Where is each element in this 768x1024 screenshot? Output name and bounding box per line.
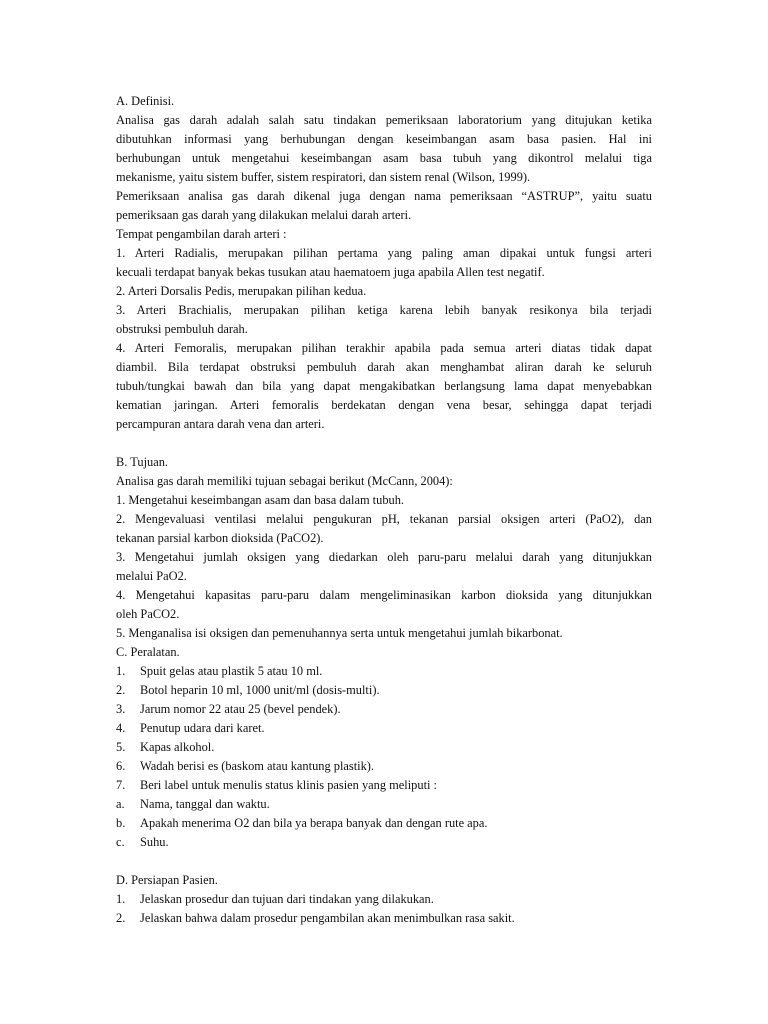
list-text: Botol heparin 10 ml, 1000 unit/ml (dosis-multi). bbox=[140, 683, 380, 697]
spacer bbox=[116, 852, 652, 871]
list-text: Nama, tanggal dan waktu. bbox=[140, 797, 270, 811]
equipment-item bbox=[116, 776, 652, 795]
list-text: Jelaskan bahwa dalam prosedur pengambilan akan menimbulkan rasa sakit. bbox=[140, 911, 515, 925]
section-d-heading: D. Persiapan Pasien. bbox=[116, 873, 218, 887]
section-a-heading: A. Definisi. bbox=[116, 94, 175, 108]
list-letter: b. bbox=[116, 816, 126, 830]
list-text: Jarum nomor 22 atau 25 (bevel pendek). bbox=[140, 702, 341, 716]
label-subitem bbox=[116, 833, 652, 852]
site-item-femoralis-cont: diambil. Bila terdapat obstruksi pembuluh darah akan menghambat aliran darah ke seluruh bbox=[116, 360, 652, 374]
list-text: Penutup udara dari karet. bbox=[140, 721, 265, 735]
site-item-dorsalis: 2. Arteri Dorsalis Pedis, merupakan pilihan kedua. bbox=[116, 284, 367, 298]
preparation-item bbox=[116, 890, 652, 909]
section-c-heading: C. Peralatan. bbox=[116, 645, 180, 659]
purpose-item-cont: oleh PaCO2. bbox=[116, 607, 180, 621]
site-item-brachialis-cont: obstruksi pembuluh darah. bbox=[116, 322, 248, 336]
section-b-heading: B. Tujuan. bbox=[116, 455, 168, 469]
site-item-femoralis-cont: percampuran antara darah vena dan arteri. bbox=[116, 417, 325, 431]
list-text: Apakah menerima O2 dan bila ya berapa banyak dan dengan rute apa. bbox=[140, 816, 488, 830]
definition-line: mekanisme, yaitu sistem buffer, sistem respiratori, dan sistem renal (Wilson, 1999). bbox=[116, 170, 531, 184]
list-text: Wadah berisi es (baskom atau kantung plastik). bbox=[140, 759, 375, 773]
site-item-femoralis: 4. Arteri Femoralis, merupakan pilihan terakhir apabila pada semua arteri diatas tidak dapat bbox=[116, 341, 652, 355]
equipment-item bbox=[116, 681, 652, 700]
list-letter: a. bbox=[116, 797, 125, 811]
definition-line: Analisa gas darah adalah salah satu tindakan pemeriksaan laboratorium yang ditujukan ketika bbox=[116, 113, 652, 127]
list-number: 2. bbox=[116, 683, 126, 697]
equipment-item bbox=[116, 738, 652, 757]
purpose-item-cont: melalui PaO2. bbox=[116, 569, 187, 583]
label-subitem bbox=[116, 795, 652, 814]
definition-line: berhubungan untuk mengetahui keseimbangan asam basa tubuh yang dikontrol melalui tiga bbox=[116, 151, 652, 165]
astrup-line: pemeriksaan gas darah yang dilakukan melalui darah arteri. bbox=[116, 208, 412, 222]
list-number: 1. bbox=[116, 664, 126, 678]
equipment-item bbox=[116, 700, 652, 719]
purpose-item: 2. Mengevaluasi ventilasi melalui pengukuran pH, tekanan parsial oksigen arteri (PaO2), dan bbox=[116, 512, 652, 526]
site-item-radialis-cont: kecuali terdapat banyak bekas tusukan atau haematoem juga apabila Allen test negatif. bbox=[116, 265, 545, 279]
list-text: Spuit gelas atau plastik 5 atau 10 ml. bbox=[140, 664, 323, 678]
purpose-item: 3. Mengetahui jumlah oksigen yang diedarkan oleh paru-paru melalui darah yang ditunjukkan bbox=[116, 550, 652, 564]
list-text: Jelaskan prosedur dan tujuan dari tindakan yang dilakukan. bbox=[140, 892, 434, 906]
list-text: Suhu. bbox=[140, 835, 169, 849]
equipment-item bbox=[116, 719, 652, 738]
spacer bbox=[116, 434, 652, 453]
list-text: Beri label untuk menulis status klinis pasien yang meliputi : bbox=[140, 778, 437, 792]
list-number: 2. bbox=[116, 911, 126, 925]
list-number: 5. bbox=[116, 740, 126, 754]
purpose-intro: Analisa gas darah memiliki tujuan sebagai berikut (McCann, 2004): bbox=[116, 474, 453, 488]
sampling-site-intro: Tempat pengambilan darah arteri : bbox=[116, 227, 287, 241]
list-number: 3. bbox=[116, 702, 126, 716]
preparation-item bbox=[116, 909, 652, 928]
list-text: Kapas alkohol. bbox=[140, 740, 215, 754]
equipment-item bbox=[116, 662, 652, 681]
list-number: 6. bbox=[116, 759, 126, 773]
purpose-item: 1. Mengetahui keseimbangan asam dan basa dalam tubuh. bbox=[116, 493, 404, 507]
list-number: 7. bbox=[116, 778, 126, 792]
astrup-line: Pemeriksaan analisa gas darah dikenal juga dengan nama pemeriksaan “ASTRUP”, yaitu suatu bbox=[116, 189, 652, 203]
purpose-item-cont: tekanan parsial karbon dioksida (PaCO2). bbox=[116, 531, 324, 545]
purpose-item: 4. Mengetahui kapasitas paru-paru dalam mengeliminasikan karbon dioksida yang ditunjukkan bbox=[116, 588, 652, 602]
purpose-item: 5. Menganalisa isi oksigen dan pemenuhannya serta untuk mengetahui jumlah bikarbonat. bbox=[116, 626, 563, 640]
document-page bbox=[116, 92, 652, 928]
equipment-item bbox=[116, 757, 652, 776]
definition-line: dibutuhkan informasi yang berhubungan dengan keseimbangan asam basa pasien. Hal ini bbox=[116, 132, 652, 146]
site-item-femoralis-cont: tubuh/tungkai bawah dan bila yang dapat mengakibatkan berlangsung lama dapat menyebabkan bbox=[116, 379, 652, 393]
site-item-radialis: 1. Arteri Radialis, merupakan pilihan pertama yang paling aman dipakai untuk fungsi arteri bbox=[116, 246, 652, 260]
list-letter: c. bbox=[116, 835, 125, 849]
label-subitem bbox=[116, 814, 652, 833]
site-item-femoralis-cont: kematian jaringan. Arteri femoralis berdekatan dengan vena besar, sehingga dapat terjadi bbox=[116, 398, 652, 412]
list-number: 4. bbox=[116, 721, 126, 735]
list-number: 1. bbox=[116, 892, 126, 906]
site-item-brachialis: 3. Arteri Brachialis, merupakan pilihan ketiga karena lebih banyak resikonya bila terjadi bbox=[116, 303, 652, 317]
